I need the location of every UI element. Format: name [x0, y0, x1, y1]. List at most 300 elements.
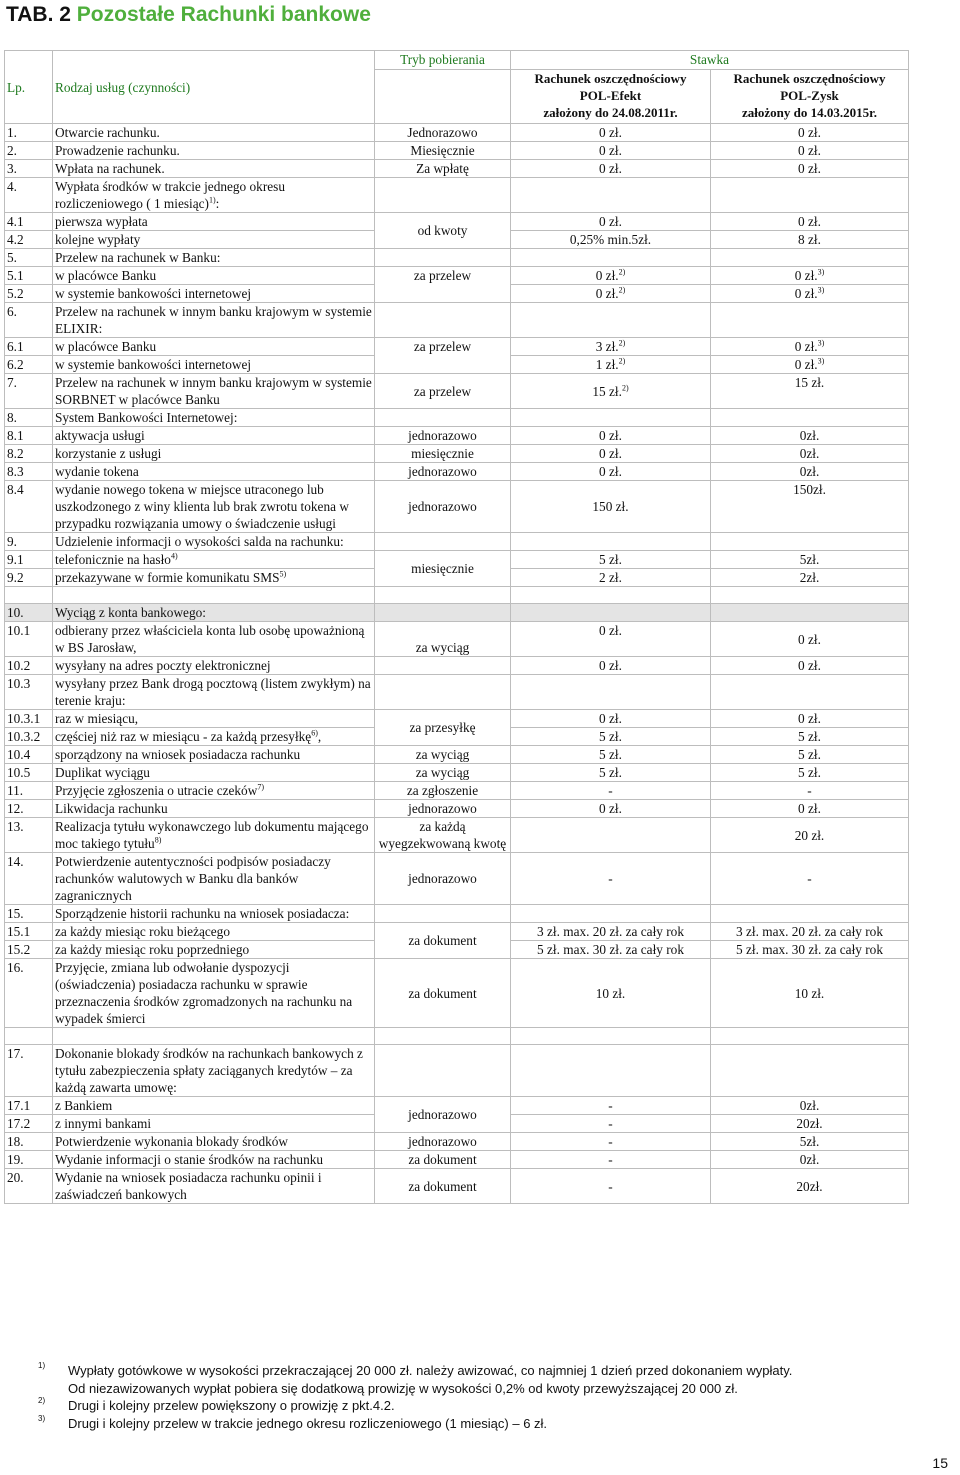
account1-header [511, 70, 711, 124]
row-number: 4.2 [5, 231, 53, 249]
row-number: 10.2 [5, 657, 53, 675]
row-mode: Za wpłatę [375, 160, 511, 178]
account2-line3: założony do 14.03.2015r. [742, 105, 877, 120]
row-value-2: 0 zł. [711, 657, 909, 675]
footnote-ref: 2) [618, 267, 626, 277]
row-description: Przelew na rachunek w innym banku krajowym w systemie ELIXIR: [53, 303, 375, 338]
spacer-cell [53, 587, 375, 604]
row-number: 12. [5, 800, 53, 818]
row-value-2: 5zł. [711, 551, 909, 569]
footnote-line: Wypłaty gotówkowe w wysokości przekraczającej 20 000 zł. należy awizować, co najmniej 1 dzień przed dokonaniem wypłaty. [68, 1363, 793, 1378]
row-value-1: 3 zł. max. 20 zł. za cały rok [511, 923, 711, 941]
footnote-2: 2) Drugi i kolejny przelew powiększony o prowizję z pkt.4.2. [38, 1397, 792, 1415]
spacer-cell [511, 1028, 711, 1045]
row-value-2 [711, 905, 909, 923]
row-mode: za dokument [375, 959, 511, 1028]
row-mode: za przelew [375, 267, 511, 303]
table-row [5, 142, 909, 160]
row-value-1: 5 zł. [511, 728, 711, 746]
table-row [5, 409, 909, 427]
table-row [5, 249, 909, 267]
row-value-1: 5 zł. [511, 746, 711, 764]
row-description: Przelew na rachunek w Banku: [53, 249, 375, 267]
row-mode: za wyciąg [375, 622, 511, 657]
row-description-text: Wypłata środków w trakcie jednego okresu rozliczeniowego ( 1 miesiąc) [55, 179, 285, 211]
row-description: w placówce Banku [53, 267, 375, 285]
table-row [5, 622, 909, 657]
table-row [5, 160, 909, 178]
account2-header [711, 70, 909, 124]
row-description: Wyciąg z konta bankowego: [53, 604, 375, 622]
row-value-1: - [511, 1151, 711, 1169]
row-value-2: 150zł. [711, 481, 909, 533]
row-description [53, 782, 375, 800]
row-value-2: 0 zł. [711, 800, 909, 818]
row-value-2: 5 zł. max. 30 zł. za cały rok [711, 941, 909, 959]
spacer-cell [375, 1028, 511, 1045]
row-description: pierwsza wypłata [53, 213, 375, 231]
row-description: za każdy miesiąc roku poprzedniego [53, 941, 375, 959]
row-number: 16. [5, 959, 53, 1028]
value-text: 0 zł. [794, 357, 818, 372]
row-description: Prowadzenie rachunku. [53, 142, 375, 160]
row-description-text: częściej niż raz w miesiącu - za każdą przesyłkę [55, 729, 312, 744]
footnote-ref: 1) [208, 195, 216, 205]
row-mode: za dokument [375, 1151, 511, 1169]
row-value-1: 0 zł. [511, 463, 711, 481]
footnote-ref: 7) [257, 782, 264, 792]
row-value-1 [511, 905, 711, 923]
row-description: w placówce Banku [53, 338, 375, 356]
header-row [5, 51, 909, 70]
row-value-2: 0 zł. [711, 124, 909, 142]
row-number: 17.1 [5, 1097, 53, 1115]
table-row [5, 1045, 909, 1097]
row-description: Przelew na rachunek w innym banku krajowym w systemie SORBNET w placówce Banku [53, 374, 375, 409]
row-value-1 [511, 604, 711, 622]
value-text: 0 zł. [595, 268, 619, 283]
table-row [5, 213, 909, 231]
spacer-cell [711, 587, 909, 604]
value-text: 0 zł. [794, 268, 818, 283]
row-description: raz w miesiącu, [53, 710, 375, 728]
row-value-1 [511, 338, 711, 356]
row-value-2: 10 zł. [711, 959, 909, 1028]
footnote-ref: 8) [154, 835, 162, 845]
row-description: Sporządzenie historii rachunku na wniosek posiadacza: [53, 905, 375, 923]
row-value-1: 0 zł. [511, 657, 711, 675]
value-text: 0 zł. [794, 286, 818, 301]
footnote-ref: 2) [618, 356, 626, 366]
row-number: 8.2 [5, 445, 53, 463]
row-value-1: 0 zł. [511, 213, 711, 231]
row-value-1: 5 zł. max. 30 zł. za cały rok [511, 941, 711, 959]
row-number: 8.1 [5, 427, 53, 445]
row-value-1: 0 zł. [511, 622, 711, 657]
table-row [5, 124, 909, 142]
row-description: odbierany przez właściciela konta lub osobę upoważnioną w BS Jarosław, [53, 622, 375, 657]
row-value-2: - [711, 853, 909, 905]
footnote-1: 1) Wypłaty gotówkowe w wysokości przekraczającej 20 000 zł. należy awizować, co najmniej 1 dzień przed dokonaniem wypłaty. Od niezawizowanych wypłat pobiera się dodatkową prowizję w wysokości 0,2% od kwoty przewyższającej 20 000 zł. [38, 1361, 793, 1396]
footnote-ref: 2) [618, 285, 626, 295]
row-value-1: - [511, 1115, 711, 1133]
row-value-1: - [511, 1169, 711, 1204]
table-row [5, 764, 909, 782]
row-value-2: 0 zł. [711, 710, 909, 728]
row-description: Potwierdzenie wykonania blokady środków [53, 1133, 375, 1151]
table-number: TAB. 2 [6, 3, 71, 26]
row-description: z innymi bankami [53, 1115, 375, 1133]
table-row [5, 710, 909, 728]
row-number: 5.1 [5, 267, 53, 285]
spacer-cell [5, 587, 53, 604]
footnote-ref: 3) [817, 285, 825, 295]
row-number: 17.2 [5, 1115, 53, 1133]
row-description: Udzielenie informacji o wysokości salda na rachunku: [53, 533, 375, 551]
footnote-ref: 6) [311, 728, 318, 738]
row-value-1: 5 zł. [511, 764, 711, 782]
row-value-2: 20zł. [711, 1115, 909, 1133]
row-value-1 [511, 818, 711, 853]
row-value-1: 0 zł. [511, 124, 711, 142]
table-row [5, 1133, 909, 1151]
row-value-2 [711, 356, 909, 374]
row-value-2: 3 zł. max. 20 zł. za cały rok [711, 923, 909, 941]
row-description: korzystanie z usługi [53, 445, 375, 463]
row-mode: jednorazowo [375, 481, 511, 533]
footnotes [38, 1362, 792, 1432]
fees-table [4, 50, 909, 1204]
value-text: 0 zł. [794, 339, 818, 354]
row-value-2 [711, 338, 909, 356]
row-value-1: 5 zł. [511, 551, 711, 569]
row-mode [375, 1045, 511, 1097]
row-value-2: 0 zł. [711, 213, 909, 231]
row-mode: za każdą wyegzekwowaną kwotę [375, 818, 511, 853]
row-number: 11. [5, 782, 53, 800]
row-mode: za zgłoszenie [375, 782, 511, 800]
footnote-ref: 3) [817, 267, 825, 277]
row-mode: miesięcznie [375, 551, 511, 587]
table-row [5, 338, 909, 356]
row-mode [375, 675, 511, 710]
row-value-1: 2 zł. [511, 569, 711, 587]
row-value-2 [711, 675, 909, 710]
account1-line1: Rachunek oszczędnościowy [534, 71, 687, 86]
row-description: wysyłany na adres poczty elektronicznej [53, 657, 375, 675]
row-value-2 [711, 267, 909, 285]
row-mode: jednorazowo [375, 853, 511, 905]
row-value-1: - [511, 853, 711, 905]
row-mode: miesięcznie [375, 445, 511, 463]
table-row [5, 853, 909, 905]
spacer-row [5, 1028, 909, 1045]
value-text: 0 zł. [595, 286, 619, 301]
row-value-1: 0 zł. [511, 427, 711, 445]
row-value-2: 8 zł. [711, 231, 909, 249]
row-value-1: 0,25% min.5zł. [511, 231, 711, 249]
account2-line2: POL-Zysk [780, 88, 839, 103]
row-mode: za wyciąg [375, 746, 511, 764]
row-mode: Jednorazowo [375, 124, 511, 142]
rate-header: Stawka [511, 51, 909, 70]
footnote-ref: 5) [279, 569, 287, 579]
row-description: za każdy miesiąc roku bieżącego [53, 923, 375, 941]
row-number: 8.4 [5, 481, 53, 533]
table-row [5, 178, 909, 213]
value-text: 1 zł. [595, 357, 619, 372]
row-description: Wpłata na rachunek. [53, 160, 375, 178]
row-description: z Bankiem [53, 1097, 375, 1115]
row-value-1 [511, 249, 711, 267]
row-value-2 [711, 285, 909, 303]
row-description: Duplikat wyciągu [53, 764, 375, 782]
footnote-ref: 3) [817, 356, 825, 366]
row-value-1 [511, 675, 711, 710]
row-description: wydanie tokena [53, 463, 375, 481]
row-value-1: 0 zł. [511, 160, 711, 178]
row-number: 17. [5, 1045, 53, 1097]
row-value-1: 0 zł. [511, 710, 711, 728]
row-value-2: 0zł. [711, 1151, 909, 1169]
row-description: aktywacja usługi [53, 427, 375, 445]
spacer-cell [511, 587, 711, 604]
row-description-text: telefonicznie na hasło [55, 552, 171, 567]
account2-line1: Rachunek oszczędnościowy [733, 71, 886, 86]
spacer-cell [375, 587, 511, 604]
row-value-1: 10 zł. [511, 959, 711, 1028]
table-row [5, 374, 909, 409]
row-mode: Miesięcznie [375, 142, 511, 160]
table-row [5, 427, 909, 445]
row-mode [375, 178, 511, 213]
row-number: 10.1 [5, 622, 53, 657]
row-description: Przyjęcie, zmiana lub odwołanie dyspozycji (oświadczenia) posiadacza rachunku w sprawie przeznaczenia środków zgromadzonych na rachunku na wypadek śmierci [53, 959, 375, 1028]
row-description: sporządzony na wniosek posiadacza rachunku [53, 746, 375, 764]
row-number: 6.2 [5, 356, 53, 374]
row-value-2: 0 zł. [711, 160, 909, 178]
footnote-3: 3) Drugi i kolejny przelew w trakcie jednego okresu rozliczeniowego (1 miesiąc) – 6 zł. [38, 1415, 792, 1433]
table-row [5, 657, 909, 675]
row-description [53, 178, 375, 213]
row-description: Potwierdzenie autentyczności podpisów posiadaczy rachunków walutowych w Banku dla banków zagranicznych [53, 853, 375, 905]
table-row [5, 551, 909, 569]
row-description: Dokonanie blokady środków na rachunkach bankowych z tytułu zabezpieczenia spłaty zaciąganych kredytów – za każdą zawarta umowę: [53, 1045, 375, 1097]
table-title: Pozostałe Rachunki bankowe [76, 3, 371, 26]
row-number: 13. [5, 818, 53, 853]
row-description-text: Realizacja tytułu wykonawczego lub dokumentu mającego moc takiego tytułu [55, 819, 369, 851]
row-mode: za wyciąg [375, 764, 511, 782]
row-value-2: 15 zł. [711, 374, 909, 409]
row-value-1: 0 zł. [511, 142, 711, 160]
row-number: 1. [5, 124, 53, 142]
table-row [5, 675, 909, 710]
row-mode [375, 533, 511, 551]
row-description: wydanie nowego tokena w miejsce utraconego lub uszkodzonego z winy klienta lub brak zwrotu tokena w przypadku rozwiązania umowy o świadczenie usługi [53, 481, 375, 533]
row-value-1: 0 zł. [511, 800, 711, 818]
row-mode: jednorazowo [375, 463, 511, 481]
table-row [5, 800, 909, 818]
row-number: 6. [5, 303, 53, 338]
spacer-cell [53, 1028, 375, 1045]
row-value-2 [711, 604, 909, 622]
row-number: 9. [5, 533, 53, 551]
row-number: 15.2 [5, 941, 53, 959]
row-mode: od kwoty [375, 213, 511, 249]
account1-line3: założony do 24.08.2011r. [543, 105, 678, 120]
row-value-2: 0zł. [711, 463, 909, 481]
row-description [53, 728, 375, 746]
table-row [5, 445, 909, 463]
table-row [5, 782, 909, 800]
row-value-1 [511, 409, 711, 427]
row-number: 15.1 [5, 923, 53, 941]
spacer-row [5, 587, 909, 604]
row-number: 3. [5, 160, 53, 178]
row-value-1 [511, 356, 711, 374]
row-number: 10.3 [5, 675, 53, 710]
row-value-2: 0zł. [711, 445, 909, 463]
row-number: 15. [5, 905, 53, 923]
row-number: 5. [5, 249, 53, 267]
table-row [5, 267, 909, 285]
row-number: 10.4 [5, 746, 53, 764]
row-mode: jednorazowo [375, 800, 511, 818]
row-mode [375, 409, 511, 427]
row-value-2: 0 zł. [711, 142, 909, 160]
table-row [5, 923, 909, 941]
row-mode [375, 249, 511, 267]
row-value-2: 5 zł. [711, 728, 909, 746]
row-mode [375, 905, 511, 923]
row-number: 14. [5, 853, 53, 905]
row-value-2 [711, 303, 909, 338]
row-mode: za dokument [375, 923, 511, 959]
row-mode [375, 657, 511, 675]
row-value-2 [711, 1045, 909, 1097]
table-row [5, 818, 909, 853]
row-number: 9.2 [5, 569, 53, 587]
table-row [5, 303, 909, 338]
row-description: Likwidacja rachunku [53, 800, 375, 818]
row-value-1 [511, 303, 711, 338]
row-number: 18. [5, 1133, 53, 1151]
footnote-ref: 2) [618, 338, 626, 348]
row-value-2: 20zł. [711, 1169, 909, 1204]
row-number: 19. [5, 1151, 53, 1169]
row-value-2: 20 zł. [711, 818, 909, 853]
row-number: 4.1 [5, 213, 53, 231]
row-description: wysyłany przez Bank drogą pocztową (listem zwykłym) na terenie kraju: [53, 675, 375, 710]
footnote-ref: 2) [621, 383, 629, 393]
row-description: Wydanie informacji o stanie środków na rachunku [53, 1151, 375, 1169]
row-mode: za przesyłkę [375, 710, 511, 746]
table-row [5, 905, 909, 923]
row-value-2: - [711, 782, 909, 800]
row-value-2: 2zł. [711, 569, 909, 587]
row-number: 6.1 [5, 338, 53, 356]
row-description: w systemie bankowości internetowej [53, 356, 375, 374]
row-description-text: przekazywane w formie komunikatu SMS [55, 570, 280, 585]
row-mode [375, 604, 511, 622]
account1-line2: POL-Efekt [579, 88, 642, 103]
table-row [5, 463, 909, 481]
row-value-2 [711, 249, 909, 267]
value-text: 15 zł. [592, 383, 622, 399]
row-description-tail: , [317, 729, 322, 744]
row-description: kolejne wypłaty [53, 231, 375, 249]
row-number: 8.3 [5, 463, 53, 481]
row-number: 10.3.2 [5, 728, 53, 746]
row-number: 7. [5, 374, 53, 409]
row-value-1 [511, 374, 711, 409]
row-value-1: - [511, 1133, 711, 1151]
row-mode [375, 303, 511, 338]
row-number: 8. [5, 409, 53, 427]
spacer-cell [711, 1028, 909, 1045]
row-description-tail: : [215, 196, 220, 211]
row-value-2: 5zł. [711, 1133, 909, 1151]
row-number: 5.2 [5, 285, 53, 303]
table-row [5, 1169, 909, 1204]
row-description-text: Przyjęcie zgłoszenia o utracie czeków [55, 783, 258, 798]
row-description: Wydanie na wniosek posiadacza rachunku opinii i zaświadczeń bankowych [53, 1169, 375, 1204]
footnote-line: Drugi i kolejny przelew powiększony o prowizję z pkt.4.2. [68, 1398, 395, 1413]
row-number: 4. [5, 178, 53, 213]
row-mode: jednorazowo [375, 1133, 511, 1151]
row-value-1 [511, 285, 711, 303]
row-mode: jednorazowo [375, 427, 511, 445]
table-row [5, 1097, 909, 1115]
row-value-2: 0 zł. [711, 622, 909, 657]
table-row [5, 746, 909, 764]
page-number: 15 [932, 1455, 948, 1471]
row-value-2: 0zł. [711, 1097, 909, 1115]
row-number: 9.1 [5, 551, 53, 569]
row-description [53, 551, 375, 569]
lp-header: Lp. [5, 51, 53, 124]
row-value-1 [511, 533, 711, 551]
row-value-1 [511, 1045, 711, 1097]
row-description: Otwarcie rachunku. [53, 124, 375, 142]
row-value-2: 0zł. [711, 427, 909, 445]
mode-header-blank [375, 70, 511, 124]
row-value-1: 150 zł. [511, 481, 711, 533]
footnote-ref: 4) [170, 551, 178, 561]
row-value-1 [511, 178, 711, 213]
row-value-2 [711, 533, 909, 551]
row-mode: za przelew [375, 338, 511, 374]
row-number: 10. [5, 604, 53, 622]
table-row [5, 604, 909, 622]
row-value-2: 5 zł. [711, 764, 909, 782]
table-row [5, 959, 909, 1028]
table-row [5, 533, 909, 551]
footnote-line: Drugi i kolejny przelew w trakcie jednego okresu rozliczeniowego (1 miesiąc) – 6 zł. [68, 1415, 548, 1431]
table-row [5, 1151, 909, 1169]
service-header: Rodzaj usług (czynności) [53, 51, 375, 124]
row-mode: za dokument [375, 1169, 511, 1204]
row-description [53, 818, 375, 853]
value-text: 3 zł. [595, 339, 619, 354]
row-value-1: 0 zł. [511, 445, 711, 463]
row-number: 20. [5, 1169, 53, 1204]
mode-header: Tryb pobierania [375, 51, 511, 70]
row-value-2: 5 zł. [711, 746, 909, 764]
footnote-line: Od niezawizowanych wypłat pobiera się dodatkową prowizję w wysokości 0,2% od kwoty przewyższającej 20 000 zł. [68, 1380, 738, 1396]
row-number: 2. [5, 142, 53, 160]
row-value-2 [711, 409, 909, 427]
